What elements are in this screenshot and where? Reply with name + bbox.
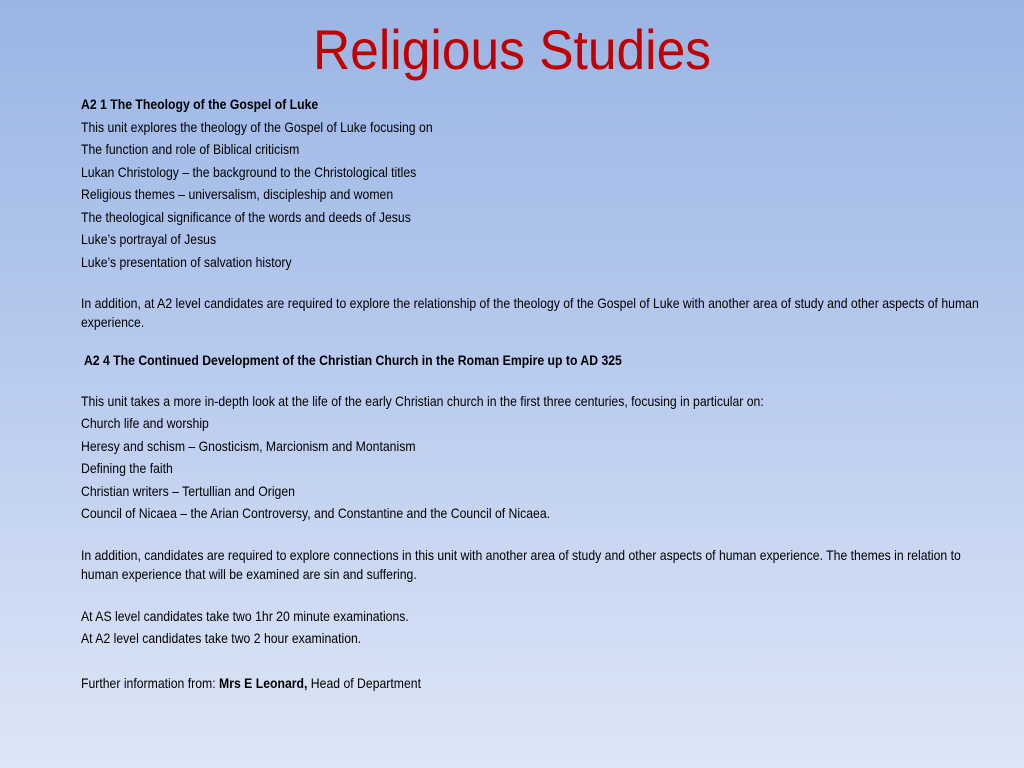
unit2-topic: Council of Nicaea – the Arian Controversy, and Constantine and the Council of Nicaea.: [81, 506, 551, 521]
unit1-topic: Luke’s portrayal of Jesus: [81, 232, 217, 247]
unit1-topic: Lukan Christology – the background to the Christological titles: [81, 164, 417, 180]
unit2-intro: This unit takes a more in-depth look at the life of the early Christian church in the first three centuries, focusing in particular on:: [81, 393, 764, 409]
unit1-topic: The theological significance of the words and deeds of Jesus: [81, 209, 411, 225]
slide-body: [81, 94, 986, 695]
unit1-heading: A2 1 The Theology of the Gospel of Luke: [81, 97, 319, 112]
unit1-topic: Luke’s presentation of salvation history: [81, 254, 292, 270]
unit1-intro: This unit explores the theology of the Gospel of Luke focusing on: [81, 119, 433, 135]
unit2-addition: In addition, candidates are required to explore connections in this unit with another area of study and other aspects of human experience. The themes in relation to human experience that will be examined are sin and suffering.: [81, 547, 961, 582]
unit2-topic: Defining the faith: [81, 461, 173, 476]
unit2-topic: Heresy and schism – Gnosticism, Marcionism and Montanism: [81, 438, 416, 454]
contact-name: Mrs E Leonard,: [219, 675, 308, 691]
unit1-topic: The function and role of Biblical criticism: [81, 142, 300, 157]
unit1-addition: In addition, at A2 level candidates are required to explore the relationship of the theology of the Gospel of Luke with another area of study and other aspects of human experience.: [81, 296, 979, 330]
further-info: [81, 673, 896, 696]
further-info-prefix: Further information from:: [81, 675, 220, 691]
slide-title: Religious Studies: [312, 18, 712, 81]
exam-info-a2: At A2 level candidates take two 2 hour examination.: [81, 631, 362, 646]
unit2-topic: Church life and worship: [81, 416, 209, 431]
unit1-topic: Religious themes – universalism, discipleship and women: [81, 187, 394, 202]
unit2-topic: Christian writers – Tertullian and Origen: [81, 483, 295, 499]
further-info-suffix: Head of Department: [307, 675, 421, 691]
exam-info-as: At AS level candidates take two 1hr 20 minute examinations.: [81, 608, 409, 624]
unit2-heading: A2 4 The Continued Development of the Christian Church in the Roman Empire up to AD 325: [81, 353, 622, 368]
